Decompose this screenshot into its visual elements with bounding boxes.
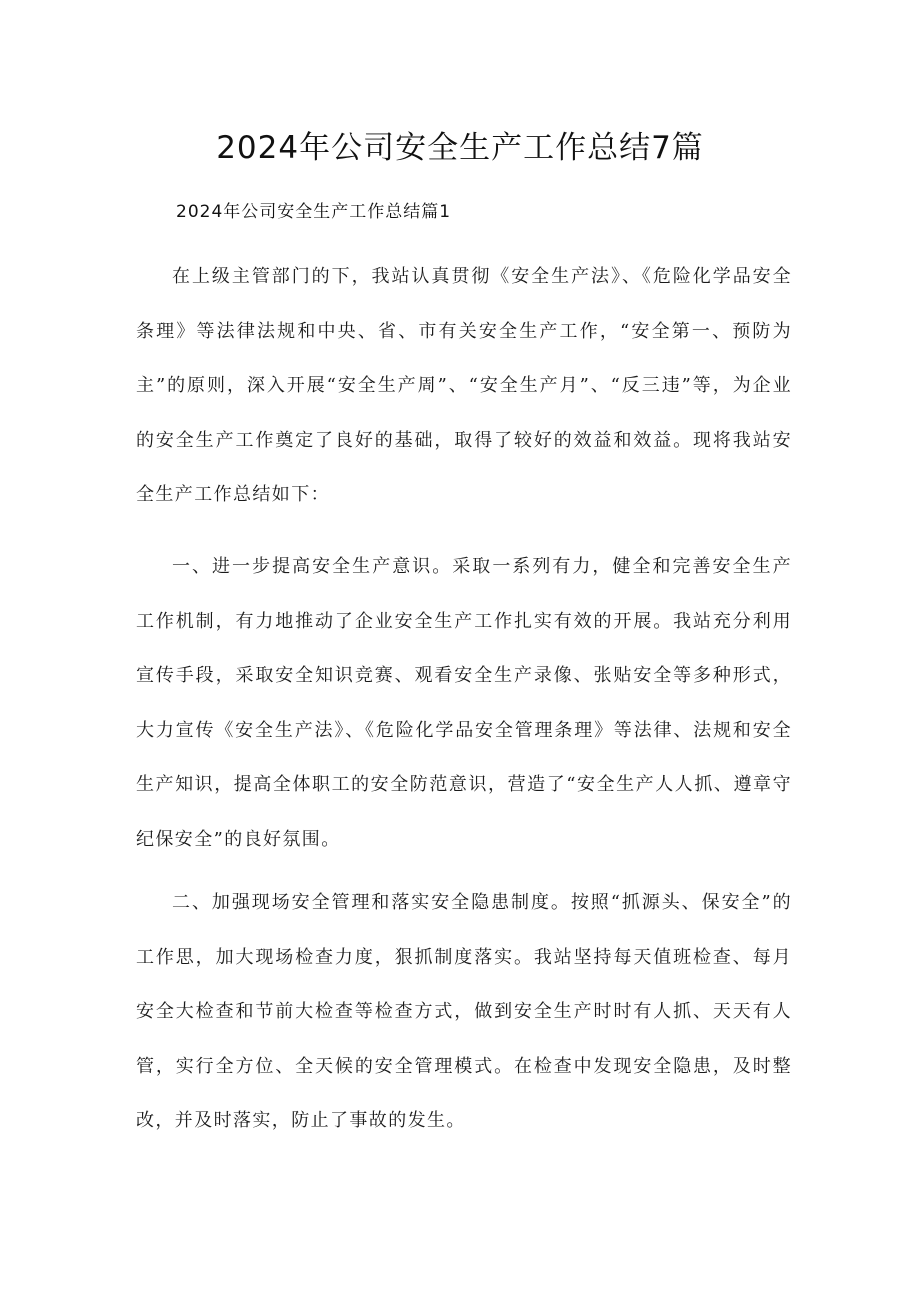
paragraph-site-management: 二、加强现场安全管理和落实安全隐患制度。按照“抓源头、保安全”的工作思，加大现场检查力度，狠抓制度落实。我站坚持每天值班检查、每月安全大检查和节前大检查等检查方式，做到安全生产时时有人抓、天天有人管，实行全方位、全天候的安全管理模式。在检查中发现安全隐患，及时整改，并及时落实，防止了事故的发生。	[136, 892, 792, 1131]
paragraph-intro: 在上级主管部门的下，我站认真贯彻《安全生产法》、《危险化学品安全条理》等法律法规和中央、省、市有关安全生产工作，“安全第一、预防为主”的原则，深入开展“安全生产周”、“安全生产月”、“反三违”等，为企业的安全生产工作奠定了良好的基础，取得了较好的效益和效益。现将我站安全生产工作总结如下：	[136, 266, 792, 505]
section-title: 2024年公司安全生产工作总结篇1	[176, 202, 452, 222]
paragraph-safety-awareness: 一、进一步提高安全生产意识。采取一系列有力，健全和完善安全生产工作机制，有力地推动了企业安全生产工作扎实有效的开展。我站充分利用宣传手段，采取安全知识竞赛、观看安全生产录像、张贴安全等多种形式，大力宣传《安全生产法》、《危险化学品安全管理条理》等法律、法规和安全生产知识，提高全体职工的安全防范意识，营造了“安全生产人人抓、遵章守纪保安全”的良好氛围。	[136, 556, 792, 850]
document-title: 2024年公司安全生产工作总结7篇	[216, 130, 704, 166]
